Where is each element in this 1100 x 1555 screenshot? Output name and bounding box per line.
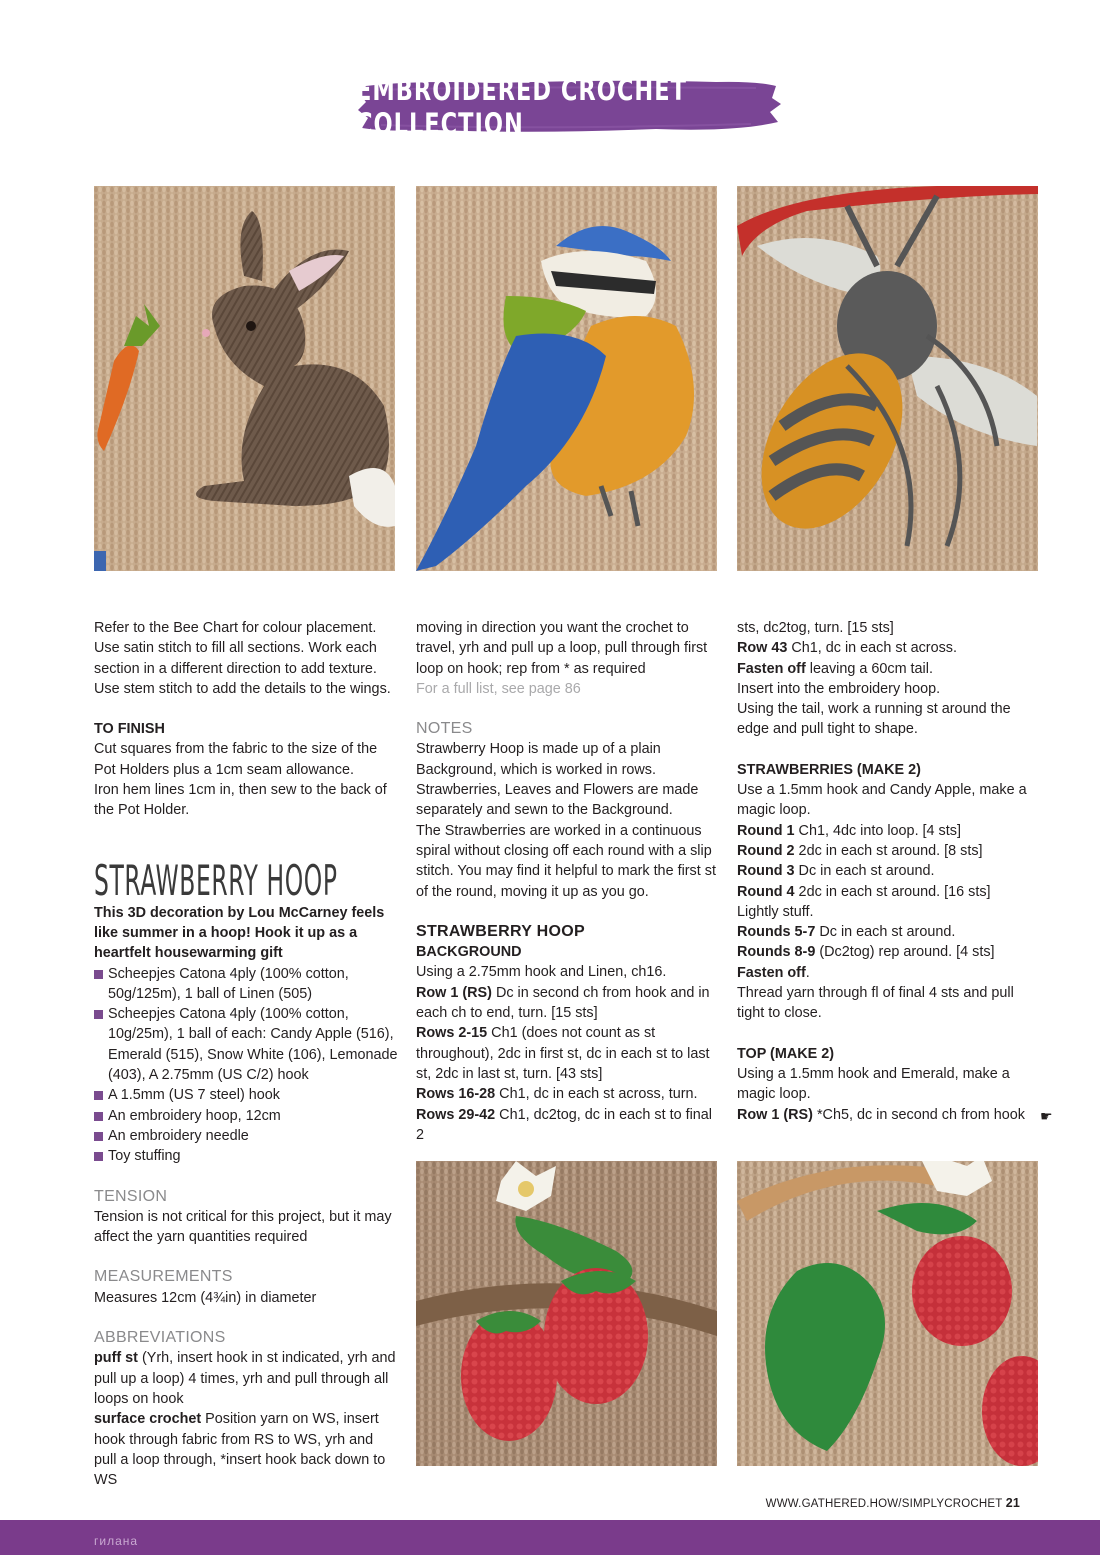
insert-hoop: Insert into the embroidery hoop. xyxy=(737,680,941,697)
project-title: STRAWBERRY HOOP xyxy=(94,855,338,905)
running-st: Using the tail, work a running st around the edge and pull tight to shape. xyxy=(737,701,1011,738)
website-footer xyxy=(766,1496,1020,1510)
background-text: Using a 2.75mm hook and Linen, ch16. xyxy=(416,964,667,981)
footer-bar xyxy=(0,1520,1100,1555)
tension-text: Tension is not critical for this project, but it may affect the yarn quantities required xyxy=(94,1208,392,1246)
fasten-off: Fasten off leaving a 60cm tail. xyxy=(737,660,933,677)
column-2 xyxy=(416,618,721,1145)
round-3: Round 3 Dc in each st around. xyxy=(737,863,935,880)
tension-heading: TENSION xyxy=(94,1187,168,1205)
thread-yarn: Thread yarn through fl of final 4 sts and pull tight to close. xyxy=(737,985,1014,1022)
material-item: Toy stuffing xyxy=(94,1146,399,1166)
rows-29-42: Rows 29-42 Ch1, dc2tog, dc in each st to final 2 xyxy=(416,1106,712,1143)
rows-16-28: Rows 16-28 Ch1, dc in each st across, turn. xyxy=(416,1086,698,1103)
bird-photo xyxy=(416,186,717,571)
strawberry-photo-2 xyxy=(737,1161,1038,1466)
row-43: Row 43 Ch1, dc in each st across. xyxy=(737,640,957,657)
rabbit-embroidery-icon xyxy=(94,186,395,571)
notes-text-2: The Strawberries are worked in a continuous spiral without closing off each round with a slip stitch. You may find it helpful to mark the first st of the round, moving it up as you go. xyxy=(416,822,716,900)
material-item: A 1.5mm (US 7 steel) hook xyxy=(94,1085,399,1105)
strawberries-heading: STRAWBERRIES (MAKE 2) xyxy=(737,761,921,778)
material-item: An embroidery hoop, 12cm xyxy=(94,1106,399,1126)
project-intro: This 3D decoration by Lou McCarney feels like summer in a hoop! Hook it up as a heartfelt housewarming gift xyxy=(94,904,385,962)
measurements-text: Measures 12cm (4¾in) in diameter xyxy=(94,1289,317,1306)
notes-text: Strawberry Hoop is made up of a plain Background, which is worked in rows. Strawberries, Leaves and Flowers are made separately and sewn to the Background. xyxy=(416,741,699,819)
round-1: Round 1 Ch1, 4dc into loop. [4 sts] xyxy=(737,822,961,839)
bee-photo xyxy=(737,186,1038,571)
rows-29-42-continued: sts, dc2tog, turn. [15 sts] xyxy=(737,620,894,636)
strawberry-hoop-icon xyxy=(737,1161,1038,1466)
to-finish-heading: TO FINISH xyxy=(94,721,165,738)
column-3 xyxy=(737,618,1037,1125)
measurements-heading: MEASUREMENTS xyxy=(94,1268,233,1286)
material-item: An embroidery needle xyxy=(94,1126,399,1146)
abbrev-continued: moving in direction you want the crochet to travel, yrh and pull up a loop, pull through first loop on hook; rep from * as required xyxy=(416,620,708,677)
to-finish-text-2: Iron hem lines 1cm in, then sew to the back of the Pot Holder. xyxy=(94,782,387,819)
strawberry-crochet-icon xyxy=(416,1161,717,1466)
page-number: 21 xyxy=(1005,1496,1020,1510)
banner-title: EMBROIDERED CROCHET COLLECTION xyxy=(356,72,687,142)
material-item: Scheepjes Catona 4ply (100% cotton, 10g/25m), 1 ball of each: Candy Apple (516), Emerald (515), Snow White (106), Lemonade (403), A 2.75mm (US C/2) hook xyxy=(94,1004,399,1085)
strawberry-photo-1 xyxy=(416,1161,717,1466)
blue-tit-embroidery-icon xyxy=(416,186,717,571)
section-banner xyxy=(356,72,784,142)
footer-watermark: гилана xyxy=(94,1534,139,1548)
top-text: Using a 1.5mm hook and Emerald, make a magic loop. xyxy=(737,1065,1010,1103)
bee-embroidery-icon xyxy=(737,186,1038,571)
abbrev-puff-st: puff st (Yrh, insert hook in st indicated, yrh and pull up a loop) 4 times, yrh and pull through all loops on hook xyxy=(94,1350,396,1407)
strawberries-text: Use a 1.5mm hook and Candy Apple, make a magic loop. xyxy=(737,782,1027,819)
notes-heading: NOTES xyxy=(416,720,473,738)
round-2: Round 2 2dc in each st around. [8 sts] xyxy=(737,842,983,859)
material-item: Scheepjes Catona 4ply (100% cotton, 50g/125m), 1 ball of Linen (505) xyxy=(94,964,399,1005)
rows-2-15: Rows 2-15 Ch1 (does not count as st throughout), 2dc in first st, dc in each st to last st, 2dc in last st, turn. [43 sts] xyxy=(416,1025,710,1082)
column-1 xyxy=(94,618,399,1490)
abbrev-page-reference: For a full list, see page 86 xyxy=(416,680,581,697)
rounds-8-9: Rounds 8-9 (Dc2tog) rep around. [4 sts] xyxy=(737,944,995,961)
top-heading: TOP (MAKE 2) xyxy=(737,1045,835,1062)
row-1: Row 1 (RS) Dc in second ch from hook and in each ch to end, turn. [15 sts] xyxy=(416,984,710,1022)
to-finish-text: Cut squares from the fabric to the size of the Pot Holders plus a 1cm seam allowance. xyxy=(94,741,378,778)
materials-list xyxy=(94,964,399,1167)
abbreviations-heading: ABBREVIATIONS xyxy=(94,1329,226,1347)
round-4: Round 4 2dc in each st around. [16 sts] xyxy=(737,883,991,900)
rounds-5-7: Rounds 5-7 Dc in each st around. xyxy=(737,924,956,941)
pointing-hand-icon: ☛ xyxy=(1040,1108,1053,1124)
abbrev-surface-crochet: surface crochet Position yarn on WS, insert hook through fabric from RS to WS, yrh and pull a loop through, *insert hook back down to WS xyxy=(94,1411,386,1489)
bee-instructions: Refer to the Bee Chart for colour placement. Use satin stitch to fill all sections. Work each section in a different direction to add texture. Use stem stitch to add the details to the wings. xyxy=(94,620,391,697)
top-row-1: Row 1 (RS) *Ch5, dc in second ch from hook xyxy=(737,1106,1025,1123)
pattern-heading: STRAWBERRY HOOP xyxy=(416,922,585,940)
background-heading: BACKGROUND xyxy=(416,944,522,961)
website-url: WWW.GATHERED.HOW/SIMPLYCROCHET xyxy=(765,1498,1003,1510)
fasten-off-2: Fasten off. xyxy=(737,964,810,981)
lightly-stuff: Lightly stuff. xyxy=(737,903,814,920)
rabbit-photo xyxy=(94,186,395,571)
